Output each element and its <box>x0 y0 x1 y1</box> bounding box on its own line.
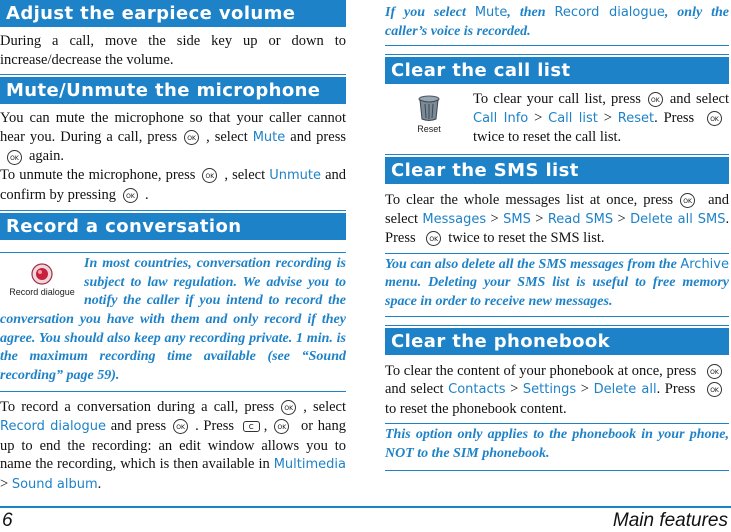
ok-key-icon: OK <box>707 382 722 397</box>
reset-icon-box: Reset <box>385 94 473 134</box>
record-dialogue-icon: Record dialogue <box>0 263 84 297</box>
heading-clear-call-list: Clear the call list <box>385 57 729 84</box>
divider <box>0 252 346 253</box>
phonebook-note: This option only applies to the phonebook in your phone, NOT to the SIM phonebook. <box>385 427 729 461</box>
right-column <box>385 0 729 471</box>
ok-key-icon: OK <box>707 364 722 379</box>
divider <box>385 45 729 46</box>
ok-key-icon: OK <box>281 400 296 415</box>
divider <box>385 470 729 471</box>
divider <box>385 423 729 424</box>
menu-mute: Mute <box>252 129 286 145</box>
ok-key-icon: OK <box>202 168 217 183</box>
divider <box>385 253 729 254</box>
sms-paragraph: To clear the whole messages list at once, press OK and select Messages > SMS > Read SMS > Delete all SMS. Press OK twice to reset the SMS list. <box>385 191 730 247</box>
c-key-icon: C <box>243 421 260 432</box>
record-paragraph: To record a conversation during a call, press OK , select Record dialogue and press OK . Press C , OK or hang up to end the recording: an edit window allows you to name the recording, which is then available in Multimedia > Sound album. <box>0 399 346 492</box>
ok-key-icon: OK <box>707 111 722 126</box>
menu-unmute: Unmute <box>269 167 321 183</box>
divider <box>385 316 729 317</box>
trash-can-icon <box>417 94 441 122</box>
ok-key-icon: OK <box>123 188 138 203</box>
menu-multimedia: Multimedia <box>273 457 346 473</box>
record-legal-note: In most countries, conversation recording is subject to law regulation. We advise you to notify the caller if you intend to record the conversation you have with them and only record if they agree. You should also keep any recording private. 1 min. is the maximum recording time available (see “Sound recording” page 59). <box>0 256 346 383</box>
record-note-block <box>0 255 346 385</box>
record-button-icon <box>31 263 53 285</box>
page-footer <box>0 506 731 531</box>
phonebook-paragraph: To clear the content of your phonebook at once, press OKand select Contacts > Settings > Delete all. Press OKto reset the phonebook content. <box>385 362 729 419</box>
ok-key-icon: OK <box>7 150 22 165</box>
call-list-block <box>385 90 729 147</box>
mute-record-note: If you select Mute, then Record dialogue, only the caller’s voice is recorded. <box>385 5 730 39</box>
unmute-paragraph: To unmute the microphone, press OK , select Unmute and confirm by pressing OK . <box>0 166 347 203</box>
divider <box>0 391 346 392</box>
ok-key-icon: OK <box>648 92 663 107</box>
sms-archive-note: You can also delete all the SMS messages from the Archive menu. Deleting your SMS list is useful to free memory space in order to receive new messages. <box>385 256 729 309</box>
earpiece-text: During a call, move the side key up or down to increase/decrease the volume. <box>0 33 346 68</box>
footer-rule <box>0 506 731 508</box>
ok-key-icon: OK <box>680 193 695 208</box>
ok-key-icon: OK <box>274 419 289 434</box>
heading-clear-sms-list: Clear the SMS list <box>385 157 729 184</box>
left-column <box>0 0 346 494</box>
page-section-title: Main features <box>612 510 728 531</box>
page-number: 6 <box>2 510 13 531</box>
ok-key-icon: OK <box>184 130 199 145</box>
heading-mute: Mute/Unmute the microphone <box>0 77 346 104</box>
menu-record-dialogue: Record dialogue <box>0 418 106 434</box>
heading-record: Record a conversation <box>0 213 346 240</box>
menu-sound-album: Sound album <box>11 476 98 492</box>
ok-key-icon: OK <box>173 419 188 434</box>
mute-paragraph: You can mute the microphone so that your caller cannot hear you. During a call, press OK , select Mute and pressOK again. <box>0 110 346 165</box>
ok-key-icon: OK <box>426 231 441 246</box>
call-list-paragraph: To clear your call list, press OK and select Call Info > Call list > Reset. Press OKtwice to reset the call list. <box>473 91 729 146</box>
heading-earpiece: Adjust the earpiece volume <box>0 0 346 27</box>
heading-clear-phonebook: Clear the phonebook <box>385 328 729 355</box>
